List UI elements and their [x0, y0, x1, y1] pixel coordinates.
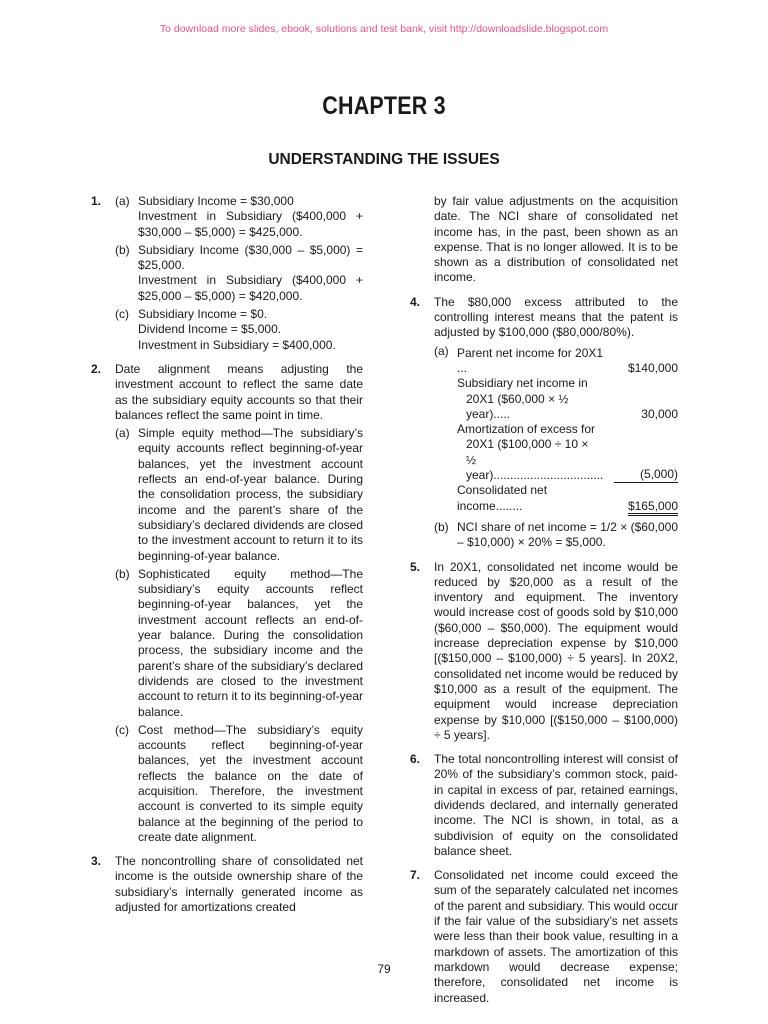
answer-text: Sophisticated equity method—The subsidiary’s equity accounts reflect beginning-of-year balances, yet the investment account reflects an end-of-year balance. During the consolidation process, the subsidiary income and the parent’s share of the subsidiary’s declared dividends are closed to the investment account to return it to its beginning-of-year balance. — [138, 566, 363, 719]
answer-text: In 20X1, consolidated net income would be reduced by $20,000 as a result of the inventory and equipment. The inventory would increase cost of goods sold by $10,000 ($60,000 – $50,000). The equipment would increase depreciation expense by $10,000 [($150,000 – $100,000) ÷ 5 years]. In 20X2, consolidated net income would be reduced by $10,000 as a result of the equipment. The equipment would increase depreciation expense by $10,000 [($150,000 – $100,000) ÷ 5 years]. — [434, 559, 678, 742]
answer-text: NCI share of net income = 1/2 × ($60,000 – $10,000) × 20% = $5,000. — [457, 519, 678, 550]
part-label: (c) — [115, 722, 129, 737]
answer-line: Subsidiary Income = $0. — [138, 307, 268, 322]
answer-text: Simple equity method—The subsidiary’s equity accounts reflect beginning-of-year balances, yet the investment account reflects an end-of-year balance. During the consolidation process, the subsidiary income and the parent’s share of the subsidiary’s declared dividends are closed to the investment account to return it to its beginning-of-year balance. — [138, 426, 363, 563]
right-column — [410, 194, 678, 1015]
calc-amount: (5,000) — [614, 467, 678, 483]
answer-part-a — [115, 426, 363, 564]
question-number: 2. — [91, 361, 102, 376]
answer-text: The total noncontrolling interest will consist of 20% of the subsidiary’s common stock, paid-in capital in excess of par, retained earnings, dividends declared, and internally generated income. The NCI is shown, in total, as a subdivision of equity on the consolidated balance sheet. — [434, 752, 678, 858]
part-label: (b) — [115, 566, 130, 581]
question-6 — [410, 752, 678, 859]
part-label: (b) — [115, 242, 130, 257]
section-title: UNDERSTANDING THE ISSUES — [268, 151, 500, 168]
question-3 — [91, 854, 363, 915]
question-4 — [410, 295, 678, 551]
calc-row — [457, 422, 678, 437]
question-3-continued: by fair value adjustments on the acquisition date. The NCI share of consolidated net income has, in the past, been shown as an expense. That is no longer allowed. It is to be shown as a distribution of consolidated net income. — [434, 194, 678, 285]
answer-text: Cost method—The subsidiary’s equity accounts reflect beginning-of-year balances, yet the investment account reflects the balance on the date of acquisition. Therefore, the investment account is converted to its simple equity balance at the beginning of the period to create date alignment. — [138, 722, 363, 844]
answer-part-b — [115, 567, 363, 720]
calc-row — [457, 346, 678, 377]
net-income-calculation — [457, 346, 678, 514]
answer-text: The noncontrolling share of consolidated net income is the outside ownership share of the subsidiary’s internally generated income as adjusted for amortizations created — [115, 854, 363, 915]
calc-description: 20X1 ($60,000 × ½ year)..... — [466, 391, 569, 421]
question-1 — [91, 194, 363, 353]
calc-description: Subsidiary net income in — [457, 376, 588, 391]
answer-part-c — [115, 723, 363, 845]
part-label: (c) — [115, 307, 129, 322]
answer-part-b — [115, 243, 363, 304]
answer-intro: Date alignment means adjusting the investment account to reflect the same date as the subsidiary equity accounts so that their balances reflect the same point in time. — [115, 361, 363, 422]
answer-intro: The $80,000 excess attributed to the controlling interest means that the patent is adjusted by $100,000 ($80,000/80%). — [434, 294, 678, 340]
calc-row — [457, 483, 678, 514]
calc-description: Parent net income for 20X1 ... — [457, 345, 604, 375]
question-number: 4. — [410, 294, 421, 309]
calc-row — [457, 376, 678, 391]
answer-part-b — [434, 520, 678, 551]
answer-line: Subsidiary Income = $30,000 — [138, 194, 294, 208]
answer-line: Investment in Subsidiary ($400,000 + $25,000 – $5,000) = $420,000. — [138, 273, 363, 303]
calc-row — [457, 392, 678, 423]
question-number: 5. — [410, 559, 421, 574]
question-number: 6. — [410, 752, 421, 767]
answer-line: Investment in Subsidiary ($400,000 + $30,000 – $5,000) = $425,000. — [138, 209, 363, 239]
answer-part-c — [115, 307, 363, 353]
calc-amount: $140,000 — [627, 360, 678, 375]
answer-part-a — [115, 194, 363, 240]
calc-description: ½ year)................................. — [466, 452, 604, 483]
question-number: 1. — [91, 194, 102, 208]
calc-description: Consolidated net income........ — [457, 483, 548, 513]
left-column — [91, 194, 363, 924]
question-number: 3. — [91, 854, 102, 869]
question-5 — [410, 560, 678, 744]
download-banner: To download more slides, ebook, solutions and test bank, visit http://downloadslide.blogspot.com — [159, 23, 609, 35]
answer-line: Dividend Income = $5,000. — [138, 322, 282, 337]
answer-text: Consolidated net income could exceed the sum of the separately calculated net incomes of the parent and subsidiary. This would occur if the fair value of the subsidiary’s net assets were less than their book value, resulting in a markdown of assets. The amortization of this markdown would decrease expense; therefore, consolidated net income is increased. — [434, 868, 678, 1005]
part-label: (a) — [115, 426, 130, 441]
part-label: (a) — [434, 343, 449, 358]
calc-row — [457, 437, 678, 452]
part-label: (a) — [115, 194, 130, 208]
part-label: (b) — [434, 519, 449, 534]
page-number: 79 — [377, 962, 391, 976]
question-number: 7. — [410, 868, 421, 883]
question-2 — [91, 362, 363, 845]
question-7 — [410, 868, 678, 1006]
calc-total: $165,000 — [628, 499, 678, 516]
answer-line: Investment in Subsidiary = $400,000. — [138, 337, 336, 352]
answer-line: Subsidiary Income ($30,000 – $5,000) = $25,000. — [138, 242, 363, 273]
calc-description: 20X1 ($100,000 ÷ 10 × — [466, 437, 589, 452]
calc-row — [457, 453, 678, 484]
calc-amount: 30,000 — [641, 406, 678, 421]
chapter-title: CHAPTER 3 — [322, 92, 446, 120]
answer-part-a — [434, 344, 678, 517]
calc-description: Amortization of excess for — [457, 422, 596, 437]
